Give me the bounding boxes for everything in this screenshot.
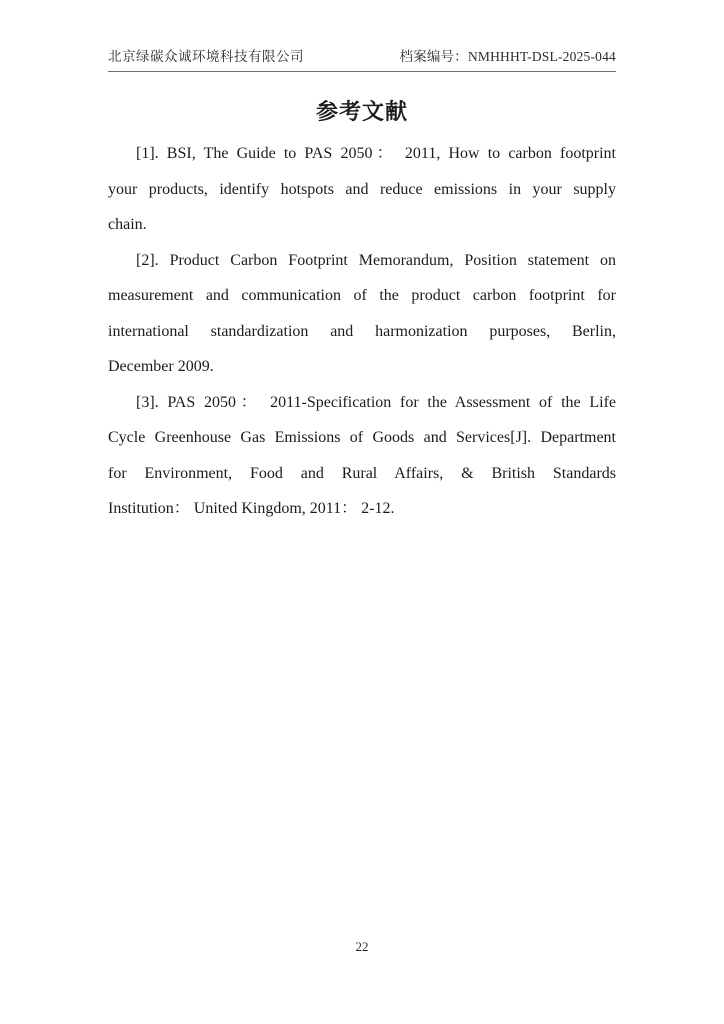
- reference-item: [108, 243, 616, 385]
- reference-line: [1]. BSI, The Guide to PAS 2050： 2011, How to carbon footprint: [136, 145, 616, 162]
- reference-line: for Environment, Food and Rural Affairs, & British Standards: [108, 464, 616, 482]
- reference-item: [108, 136, 616, 243]
- reference-line: December 2009.: [108, 358, 214, 375]
- header-doc-number: [399, 45, 616, 65]
- doc-number-label: 档案编号：: [399, 49, 468, 64]
- references-list: [108, 136, 616, 527]
- reference-line: international standardization and harmonization purposes, Berlin,: [108, 322, 616, 340]
- reference-line: [2]. Product Carbon Footprint Memorandum, Position statement on: [136, 251, 616, 269]
- reference-line: chain.: [108, 216, 147, 233]
- page-footer: [0, 939, 724, 955]
- page-title: 参考文献: [315, 99, 408, 124]
- header-company-name: 北京绿碳众诚环境科技有限公司: [108, 49, 304, 64]
- page-header: [108, 45, 616, 72]
- reference-line: measurement and communication of the product carbon footprint for: [108, 287, 616, 304]
- reference-line: [3]. PAS 2050： 2011-Specification for the Assessment of the Life: [136, 393, 616, 411]
- page-number: 22: [355, 939, 369, 954]
- doc-number-value: NMHHHT-DSL-2025-044: [467, 49, 616, 64]
- reference-line: Institution： United Kingdom, 2011： 2-12.: [108, 500, 395, 517]
- reference-line: Cycle Greenhouse Gas Emissions of Goods and Services[J]. Department: [108, 429, 616, 446]
- reference-line: your products, identify hotspots and reduce emissions in your supply: [108, 180, 616, 198]
- reference-item: [108, 385, 616, 527]
